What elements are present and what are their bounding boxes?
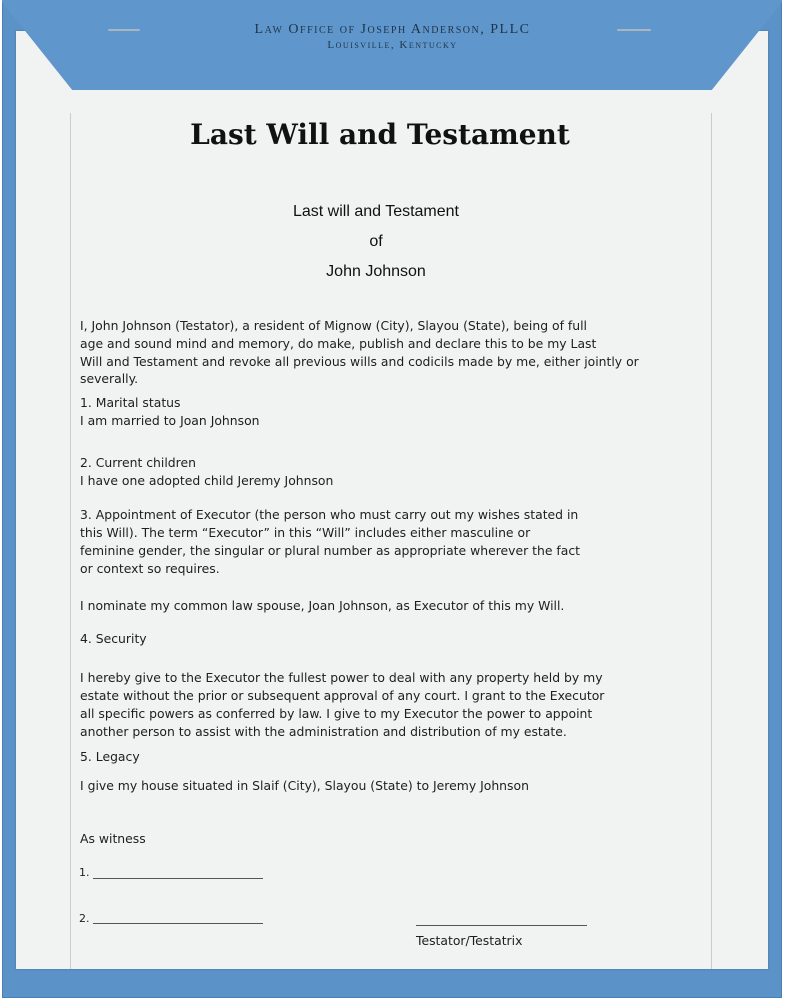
section-4-line: estate without the prior or subsequent approval of any court. I grant to the Executor: [80, 688, 605, 703]
witness-2-number: 2.: [79, 912, 90, 925]
section-4-line: all specific powers as conferred by law. I give to my Executor the power to appoint: [80, 706, 593, 721]
section-3-line: feminine gender, the singular or plural number as appropriate wherever the fact: [80, 543, 581, 558]
document-title: Last Will and Testament: [190, 118, 570, 151]
section-2-text: I have one adopted child Jeremy Johnson: [80, 473, 334, 488]
witness-1-number: 1.: [79, 866, 90, 879]
section-4-line: another person to assist with the administration and distribution of my estate.: [80, 724, 567, 739]
section-1-heading: 1. Marital status: [80, 395, 181, 410]
intro-line: age and sound mind and memory, do make, publish and declare this to be my Last: [80, 336, 597, 351]
testator-signature-line: [416, 925, 587, 926]
will-paper: [16, 31, 768, 969]
section-1-text: I am married to Joan Johnson: [80, 413, 260, 428]
executor-nomination: I nominate my common law spouse, Joan Johnson, as Executor of this my Will.: [80, 598, 565, 613]
subtitle-will: Last will and Testament: [292, 203, 459, 220]
subtitle-testator-name: John Johnson: [326, 263, 426, 280]
firm-city: Louisville, Kentucky: [327, 39, 458, 51]
witness-label: As witness: [80, 831, 146, 846]
section-3-line: or context so requires.: [80, 561, 220, 576]
section-4-heading: 4. Security: [80, 631, 147, 646]
testator-label: Testator/Testatrix: [416, 933, 523, 948]
section-4-line: I hereby give to the Executor the fullest power to deal with any property held by my: [80, 670, 603, 685]
intro-line: severally.: [80, 371, 139, 386]
section-2-heading: 2. Current children: [80, 455, 196, 470]
intro-line: I, John Johnson (Testator), a resident of Mignow (City), Slayou (State), being of full: [80, 318, 587, 333]
witness-1-signature-line: [93, 878, 263, 879]
section-3-line: this Will). The term “Executor” in this “Will” includes either masculine or: [80, 525, 531, 540]
firm-name: Law Office of Joseph Anderson, PLLC: [254, 22, 531, 37]
section-3-line: 3. Appointment of Executor (the person who must carry out my wishes stated in: [80, 507, 579, 522]
section-5-text: I give my house situated in Slaif (City), Slayou (State) to Jeremy Johnson: [80, 778, 529, 793]
witness-2-signature-line: [93, 923, 263, 924]
section-5-heading: 5. Legacy: [80, 749, 140, 764]
intro-line: Will and Testament and revoke all previous wills and codicils made by me, either jointly or: [80, 354, 639, 369]
subtitle-of: of: [369, 233, 383, 250]
